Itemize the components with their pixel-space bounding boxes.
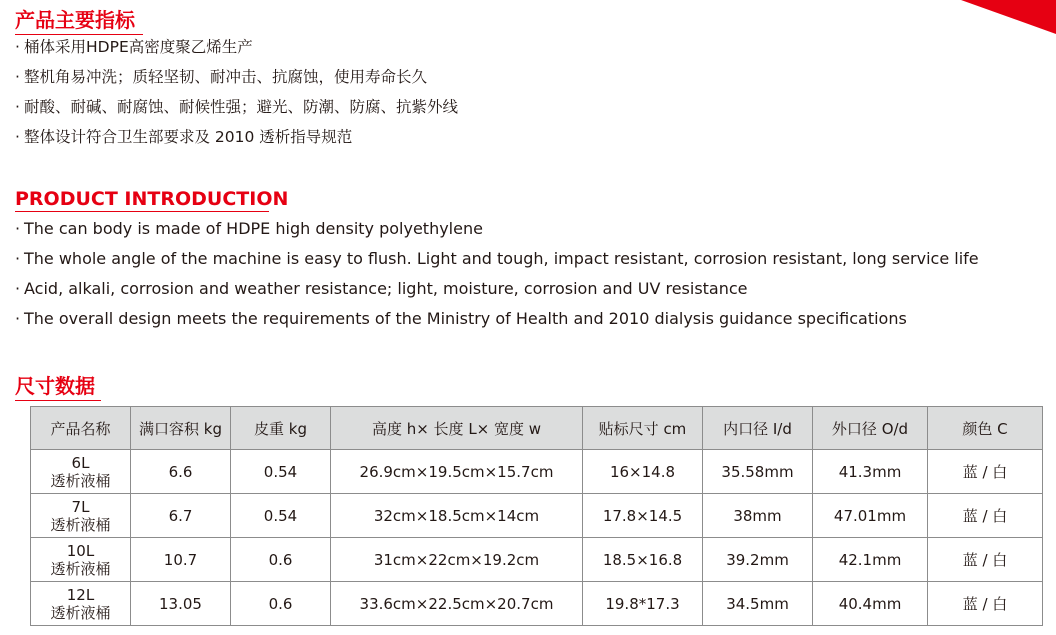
cell-tare: 0.6 bbox=[231, 582, 331, 626]
cell-dimensions: 31cm×22cm×19.2cm bbox=[331, 538, 583, 582]
cell-tare: 0.6 bbox=[231, 538, 331, 582]
cell-capacity: 6.6 bbox=[131, 450, 231, 494]
table-row bbox=[31, 494, 1043, 538]
cell-color: 蓝 / 白 bbox=[928, 582, 1043, 626]
cell-color: 蓝 / 白 bbox=[928, 494, 1043, 538]
features-en-list bbox=[15, 214, 979, 334]
features-zh-title: 产品主要指标 bbox=[15, 4, 143, 35]
header-color: 颜色 C bbox=[928, 407, 1043, 450]
table-row bbox=[31, 538, 1043, 582]
spec-table bbox=[30, 406, 1043, 626]
table-row bbox=[31, 582, 1043, 626]
header-label-size: 贴标尺寸 cm bbox=[583, 407, 703, 450]
corner-decoration bbox=[961, 0, 1056, 34]
header-tare: 皮重 kg bbox=[231, 407, 331, 450]
features-en-title: PRODUCT INTRODUCTION bbox=[15, 188, 289, 210]
cell-inner-diameter: 39.2mm bbox=[703, 538, 813, 582]
cell-color: 蓝 / 白 bbox=[928, 538, 1043, 582]
cell-tare: 0.54 bbox=[231, 494, 331, 538]
list-item: · The whole angle of the machine is easy to flush. Light and tough, impact resistant, corrosion resistant, long service life bbox=[15, 249, 979, 268]
header-product-name: 产品名称 bbox=[31, 407, 131, 450]
cell-tare: 0.54 bbox=[231, 450, 331, 494]
cell-capacity: 13.05 bbox=[131, 582, 231, 626]
cell-inner-diameter: 34.5mm bbox=[703, 582, 813, 626]
cell-outer-diameter: 41.3mm bbox=[813, 450, 928, 494]
list-item: · 耐酸、耐碱、耐腐蚀、耐候性强；避光、防潮、防腐、抗紫外线 bbox=[15, 98, 459, 116]
cell-product: 10L 透析液桶 bbox=[31, 538, 131, 582]
cell-inner-diameter: 35.58mm bbox=[703, 450, 813, 494]
cell-outer-diameter: 40.4mm bbox=[813, 582, 928, 626]
cell-outer-diameter: 42.1mm bbox=[813, 538, 928, 582]
list-item: · The overall design meets the requirements of the Ministry of Health and 2010 dialysis guidance specifications bbox=[15, 309, 907, 328]
list-item: · Acid, alkali, corrosion and weather resistance; light, moisture, corrosion and UV resistance bbox=[15, 279, 748, 298]
cell-product: 12L 透析液桶 bbox=[31, 582, 131, 626]
cell-dimensions: 33.6cm×22.5cm×20.7cm bbox=[331, 582, 583, 626]
cell-label-size: 18.5×16.8 bbox=[583, 538, 703, 582]
list-item: · 桶体采用HDPE高密度聚乙烯生产 bbox=[15, 38, 253, 56]
cell-product: 6L 透析液桶 bbox=[31, 450, 131, 494]
cell-capacity: 6.7 bbox=[131, 494, 231, 538]
cell-capacity: 10.7 bbox=[131, 538, 231, 582]
list-item: · 整体设计符合卫生部要求及 2010 透析指导规范 bbox=[15, 128, 353, 146]
features-zh-list bbox=[15, 32, 458, 152]
cell-product: 7L 透析液桶 bbox=[31, 494, 131, 538]
list-item: · The can body is made of HDPE high density polyethylene bbox=[15, 219, 483, 238]
header-inner-diameter: 内口径 I/d bbox=[703, 407, 813, 450]
cell-outer-diameter: 47.01mm bbox=[813, 494, 928, 538]
header-capacity: 满口容积 kg bbox=[131, 407, 231, 450]
cell-inner-diameter: 38mm bbox=[703, 494, 813, 538]
list-item: · 整机角易冲洗；质轻坚韧、耐冲击、抗腐蚀，使用寿命长久 bbox=[15, 68, 428, 86]
cell-label-size: 19.8*17.3 bbox=[583, 582, 703, 626]
header-dimensions: 高度 h× 长度 L× 宽度 w bbox=[331, 407, 583, 450]
cell-label-size: 16×14.8 bbox=[583, 450, 703, 494]
header-outer-diameter: 外口径 O/d bbox=[813, 407, 928, 450]
size-data-title: 尺寸数据 bbox=[15, 370, 101, 401]
cell-label-size: 17.8×14.5 bbox=[583, 494, 703, 538]
table-header-row bbox=[31, 407, 1043, 450]
table-row bbox=[31, 450, 1043, 494]
cell-color: 蓝 / 白 bbox=[928, 450, 1043, 494]
cell-dimensions: 26.9cm×19.5cm×15.7cm bbox=[331, 450, 583, 494]
cell-dimensions: 32cm×18.5cm×14cm bbox=[331, 494, 583, 538]
